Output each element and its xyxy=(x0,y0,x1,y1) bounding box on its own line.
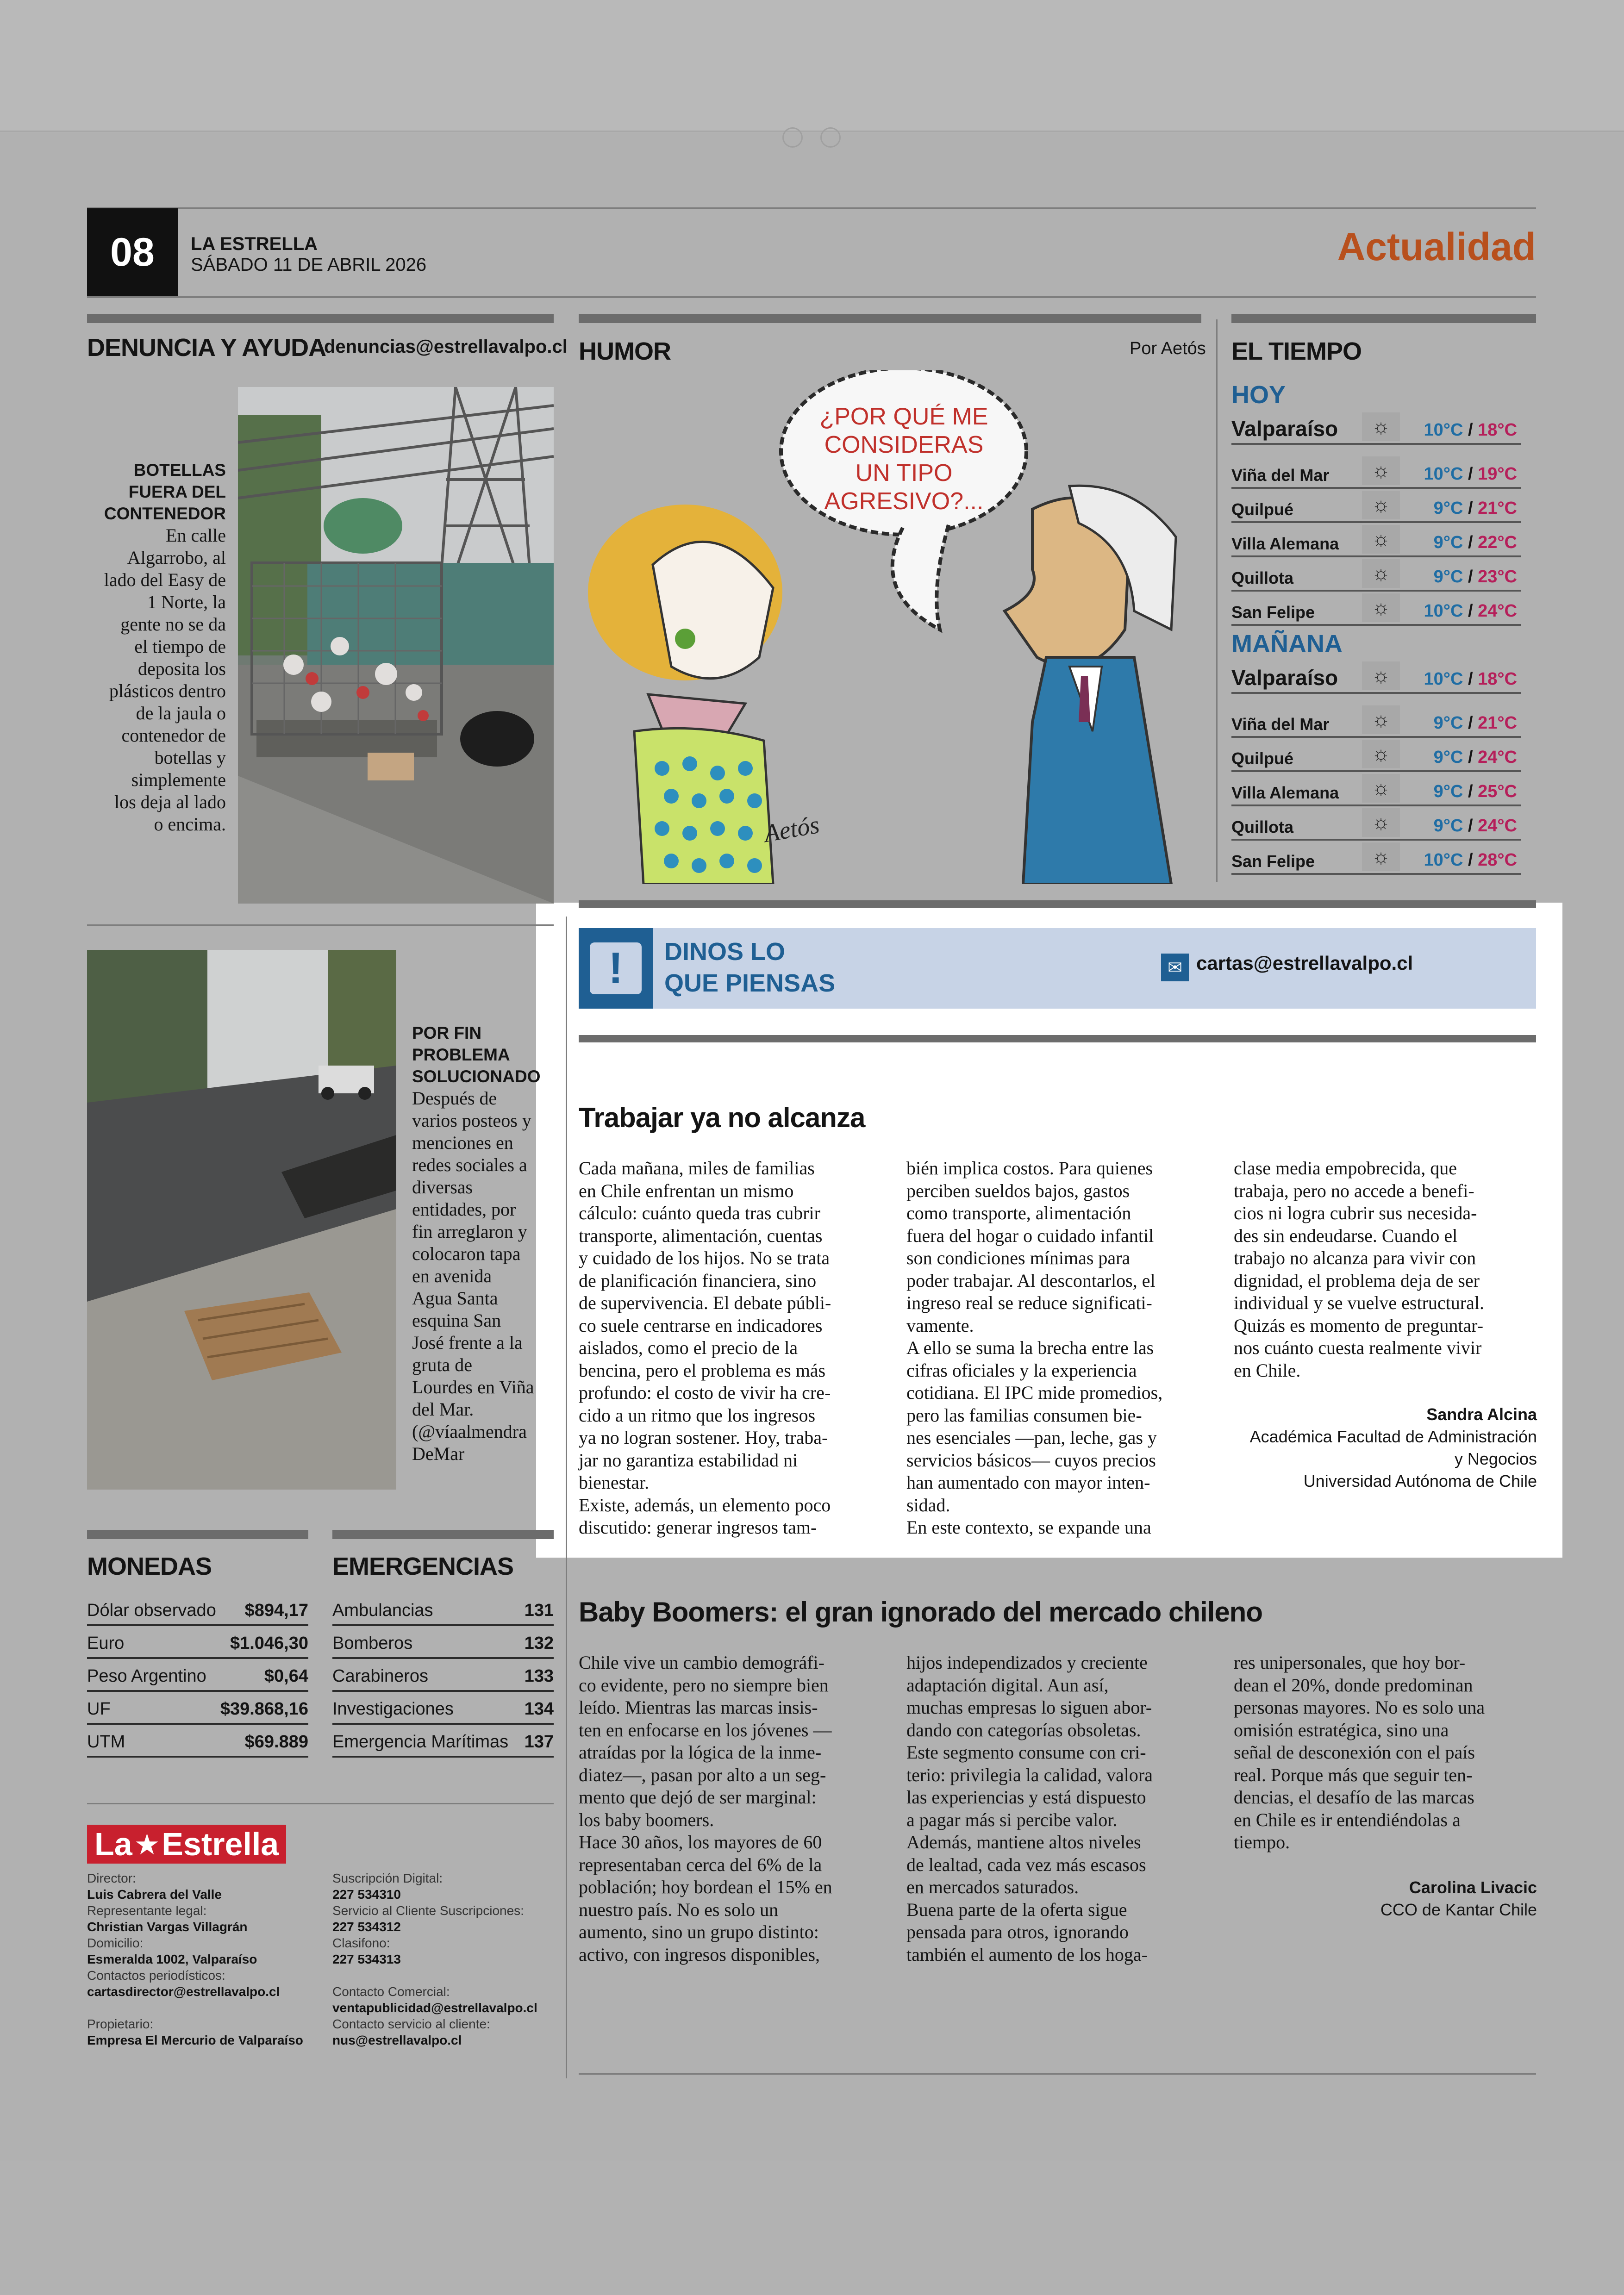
street-caption-body: Después de varios posteos y menciones en redes sociales a diversas entidades, por fin arreglaron y colocaron tapa en avenida Agua Santa esquina San José frente a la gruta de Lourdes en Viña del Mar. (@víaalmendra DeMar xyxy=(412,1088,534,1464)
article2-col1: Chile vive un cambio demográfi- co evidente, pero no siempre bien leído. Mientras las marcas insis- ten en enfocarse en los jóvenes — atraídas por la lógica de la inme- diatez—, pasan por alto a un seg- mento que dejó de ser marginal: los baby boomers. Hace 30 años, los mayores de 60 representaban cerca del 6% de la población; hoy bordean el 15% en nuestro país. No es solo un aumento, sino un grupo distinto: activo, con ingresos disponibles, xyxy=(579,1652,832,1965)
viewer-top-bar xyxy=(0,0,1624,132)
article2-col3: res unipersonales, que hoy bor- dean el 20%, donde predominan personas mayores. No es solo una omisión estratégica, sino una señal de desconexión con el país real. Porque más que seguir ten- dencias, el desafío de las marcas en Chile es ir entendiéndolas a tiempo. xyxy=(1234,1652,1485,1852)
cartoon-signature: Aetós xyxy=(762,811,822,848)
weather-row: San Felipe ☼ 10°C / 24°C xyxy=(1231,592,1521,626)
weather-row: Villa Alemana ☼ 9°C / 25°C xyxy=(1231,773,1521,806)
emergencias-row: Investigaciones 134 xyxy=(332,1692,554,1725)
emergencias-title: EMERGENCIAS xyxy=(332,1553,514,1580)
denuncia-title: DENUNCIA Y AYUDA xyxy=(87,334,326,362)
emergencias-row: Emergencia Marítimas 137 xyxy=(332,1725,554,1758)
humor-bottom-bar xyxy=(579,900,1536,908)
monedas-row: Peso Argentino $0,64 xyxy=(87,1659,308,1692)
letters-bottom-bar xyxy=(579,1035,1536,1042)
header-top-rule xyxy=(87,207,1536,209)
emergencias-row: Carabineros 133 xyxy=(332,1659,554,1692)
weather-row: Viña del Mar ☼ 9°C / 21°C xyxy=(1231,704,1521,738)
page-number: 08 xyxy=(87,208,178,296)
weather-row: San Felipe ☼ 10°C / 28°C xyxy=(1231,841,1521,875)
street-caption-title: POR FIN PROBLEMA SOLUCIONADO xyxy=(412,1023,541,1086)
monedas-row: UTM $69.889 xyxy=(87,1725,308,1758)
weather-row: Valparaíso ☼ 10°C / 18°C xyxy=(1231,411,1521,445)
letters-email[interactable]: cartas@estrellavalpo.cl xyxy=(1196,952,1413,974)
section-title: Actualidad xyxy=(1337,225,1536,268)
exclamation-icon: ! xyxy=(590,942,642,994)
sun-icon: ☼ xyxy=(1362,593,1400,622)
emergencias-row: Ambulancias 131 xyxy=(332,1593,554,1626)
page-bottom-rule xyxy=(579,2073,1536,2075)
monedas-title: MONEDAS xyxy=(87,1553,212,1580)
street-caption xyxy=(412,1022,556,1465)
sun-icon: ☼ xyxy=(1362,525,1400,554)
article2-signature: Carolina Livacic CCO de Kantar Chile xyxy=(1380,1878,1537,1919)
sun-icon: ☼ xyxy=(1362,705,1400,734)
sun-icon: ☼ xyxy=(1362,456,1400,485)
article1-col3: clase media empobrecida, que trabaja, pero no accede a benefi- cios ni logra cubrir sus necesida- des sin endeudarse. Cuando el trabajo no alcanza para vivir con dignidad, el problema deja de ser individual y se vuelve estructural. Quizás es momento de preguntar- nos cuánto cuesta realmente vivir en Chile. xyxy=(1234,1158,1484,1381)
sun-icon: ☼ xyxy=(1362,842,1400,871)
denuncia-separator xyxy=(87,924,554,926)
article2-col2: hijos independizados y creciente adaptación digital. Aun así, muchas empresas lo siguen abor- dando con categorías obsoletas. Este segmento consume con cri- terio: privilegia la calidad, valora las experiencias y está dispuesto a pagar más si percibe valor. Además, mantiene altos niveles de lealtad, cada vez más escasos en mercados saturados. Buena parte de la oferta sigue pensada para otros, ignorando también el aumento de los hoga- xyxy=(906,1652,1153,1965)
weather-tomorrow-label: MAÑANA xyxy=(1231,630,1343,658)
photo-street xyxy=(87,950,396,1490)
humor-bar xyxy=(579,314,1201,323)
weather-row: Quillota ☼ 9°C / 23°C xyxy=(1231,558,1521,592)
paper-name: LA ESTRELLA xyxy=(191,234,318,254)
speech-bubble-text: ¿POR QUÉ ME CONSIDERAS UN TIPO AGRESIVO?... xyxy=(819,403,988,515)
weather-row: Viña del Mar ☼ 10°C / 19°C xyxy=(1231,455,1521,489)
left-column-divider xyxy=(566,917,567,2078)
monedas-bar xyxy=(87,1530,308,1539)
photo-bottles xyxy=(238,387,554,904)
weather-bar xyxy=(1231,314,1536,323)
weather-row: Quilpué ☼ 9°C / 24°C xyxy=(1231,738,1521,772)
masthead-left: Director: Luis Cabrera del Valle Representante legal: Christian Vargas Villagrán Domicilio: Esmeralda 1002, Valparaíso Contactos periodísticos: cartasdirector@estrellavalpo.cl Propietario: Empresa El Mercurio de Valparaíso xyxy=(87,1871,303,2047)
weather-divider xyxy=(1216,319,1218,882)
mail-icon: ✉ xyxy=(1161,954,1189,981)
sun-icon: ☼ xyxy=(1362,774,1400,803)
denuncia-email[interactable]: denuncias@estrellavalpo.cl xyxy=(324,337,568,357)
star-icon: ★ xyxy=(134,1828,160,1861)
article2-title: Baby Boomers: el gran ignorado del mercado chileno xyxy=(579,1597,1262,1628)
bottles-caption-body: En calle Algarrobo, al lado del Easy de 1 Norte, la gente no se da el tiempo de deposita los plásticos dentro de la jaula o contenedor de botellas y simplemente los deja al lado o encima. xyxy=(104,525,226,835)
sun-icon: ☼ xyxy=(1362,412,1400,441)
sun-icon: ☼ xyxy=(1362,661,1400,690)
emergencias-row: Bomberos 132 xyxy=(332,1626,554,1659)
header-bottom-rule xyxy=(87,296,1536,298)
article1-title: Trabajar ya no alcanza xyxy=(579,1102,865,1133)
sun-icon: ☼ xyxy=(1362,740,1400,768)
monedas-row: Euro $1.046,30 xyxy=(87,1626,308,1659)
sun-icon: ☼ xyxy=(1362,808,1400,837)
humor-title: HUMOR xyxy=(579,337,671,365)
weather-title: EL TIEMPO xyxy=(1231,337,1362,365)
weather-today-label: HOY xyxy=(1231,381,1286,409)
monedas-row: UF $39.868,16 xyxy=(87,1692,308,1725)
paper-date: SÁBADO 11 DE ABRIL 2026 xyxy=(191,255,427,275)
sun-icon: ☼ xyxy=(1362,559,1400,588)
weather-row: Quilpué ☼ 9°C / 21°C xyxy=(1231,489,1521,523)
estrella-logo: La ★ Estrella xyxy=(87,1825,286,1864)
masthead-top-rule xyxy=(87,1803,554,1804)
weather-row: Quillota ☼ 9°C / 24°C xyxy=(1231,807,1521,841)
weather-row: Valparaíso ☼ 10°C / 18°C xyxy=(1231,660,1521,694)
monedas-row: Dólar observado $894,17 xyxy=(87,1593,308,1626)
masthead-right: Suscripción Digital: 227 534310 Servicio al Cliente Suscripciones: 227 534312 Clasifono: 227 534313 Contacto Comercial: ventapublicidad@estrellavalpo.cl Contacto servicio al cliente: nus@estrellavalpo.cl xyxy=(332,1871,537,2047)
article1-col2: bién implica costos. Para quienes perciben sueldos bajos, gastos como transporte, alimentación fuera del hogar o cuidado infantil son condiciones mínimas para poder trabajar. Al descontarlos, el ingreso real se reduce significati- vamente. A ello se suma la brecha entre las cifras oficiales y la experiencia cotidiana. El IPC mide promedios, pero las familias consumen bie- nes esenciales —pan, leche, gas y servicios básicos— cuyos precios han aumentado con mayor inten- sidad. En este contexto, se expande una xyxy=(906,1158,1163,1538)
article1-signature: Sandra Alcina Académica Facultad de Administración y Negocios Universidad Autónoma de Chile xyxy=(1249,1405,1537,1491)
weather-row: Villa Alemana ☼ 9°C / 22°C xyxy=(1231,524,1521,557)
next-page-icon[interactable] xyxy=(820,127,841,148)
letters-banner-title: DINOS LO QUE PIENSAS xyxy=(664,938,836,997)
letters-icon-box xyxy=(579,928,653,1009)
prev-page-icon[interactable] xyxy=(782,127,803,148)
bottles-caption xyxy=(87,459,226,836)
article1-col1: Cada mañana, miles de familias en Chile enfrentan un mismo cálculo: cuánto queda tras cubrir transporte, alimentación, cuentas y cuidado de los hijos. No se trata de planificación financiera, sino de supervivencia. El debate públi- co suele centrarse en indicadores aislados, como el precio de la bencina, pero el problema es más profundo: el costo de vivir ha cre- cido a un ritmo que los ingresos ya no logran sostener. Hoy, traba- jar no garantiza estabilidad ni bienestar. Existe, además, un elemento poco discutido: generar ingresos tam- xyxy=(579,1158,831,1538)
bottles-caption-title: BOTELLAS FUERA DEL CONTENEDOR xyxy=(104,461,226,523)
humor-author: Por Aetós xyxy=(1130,339,1206,358)
sun-icon: ☼ xyxy=(1362,491,1400,519)
denuncia-bar xyxy=(87,314,554,323)
emergencias-bar xyxy=(332,1530,554,1539)
